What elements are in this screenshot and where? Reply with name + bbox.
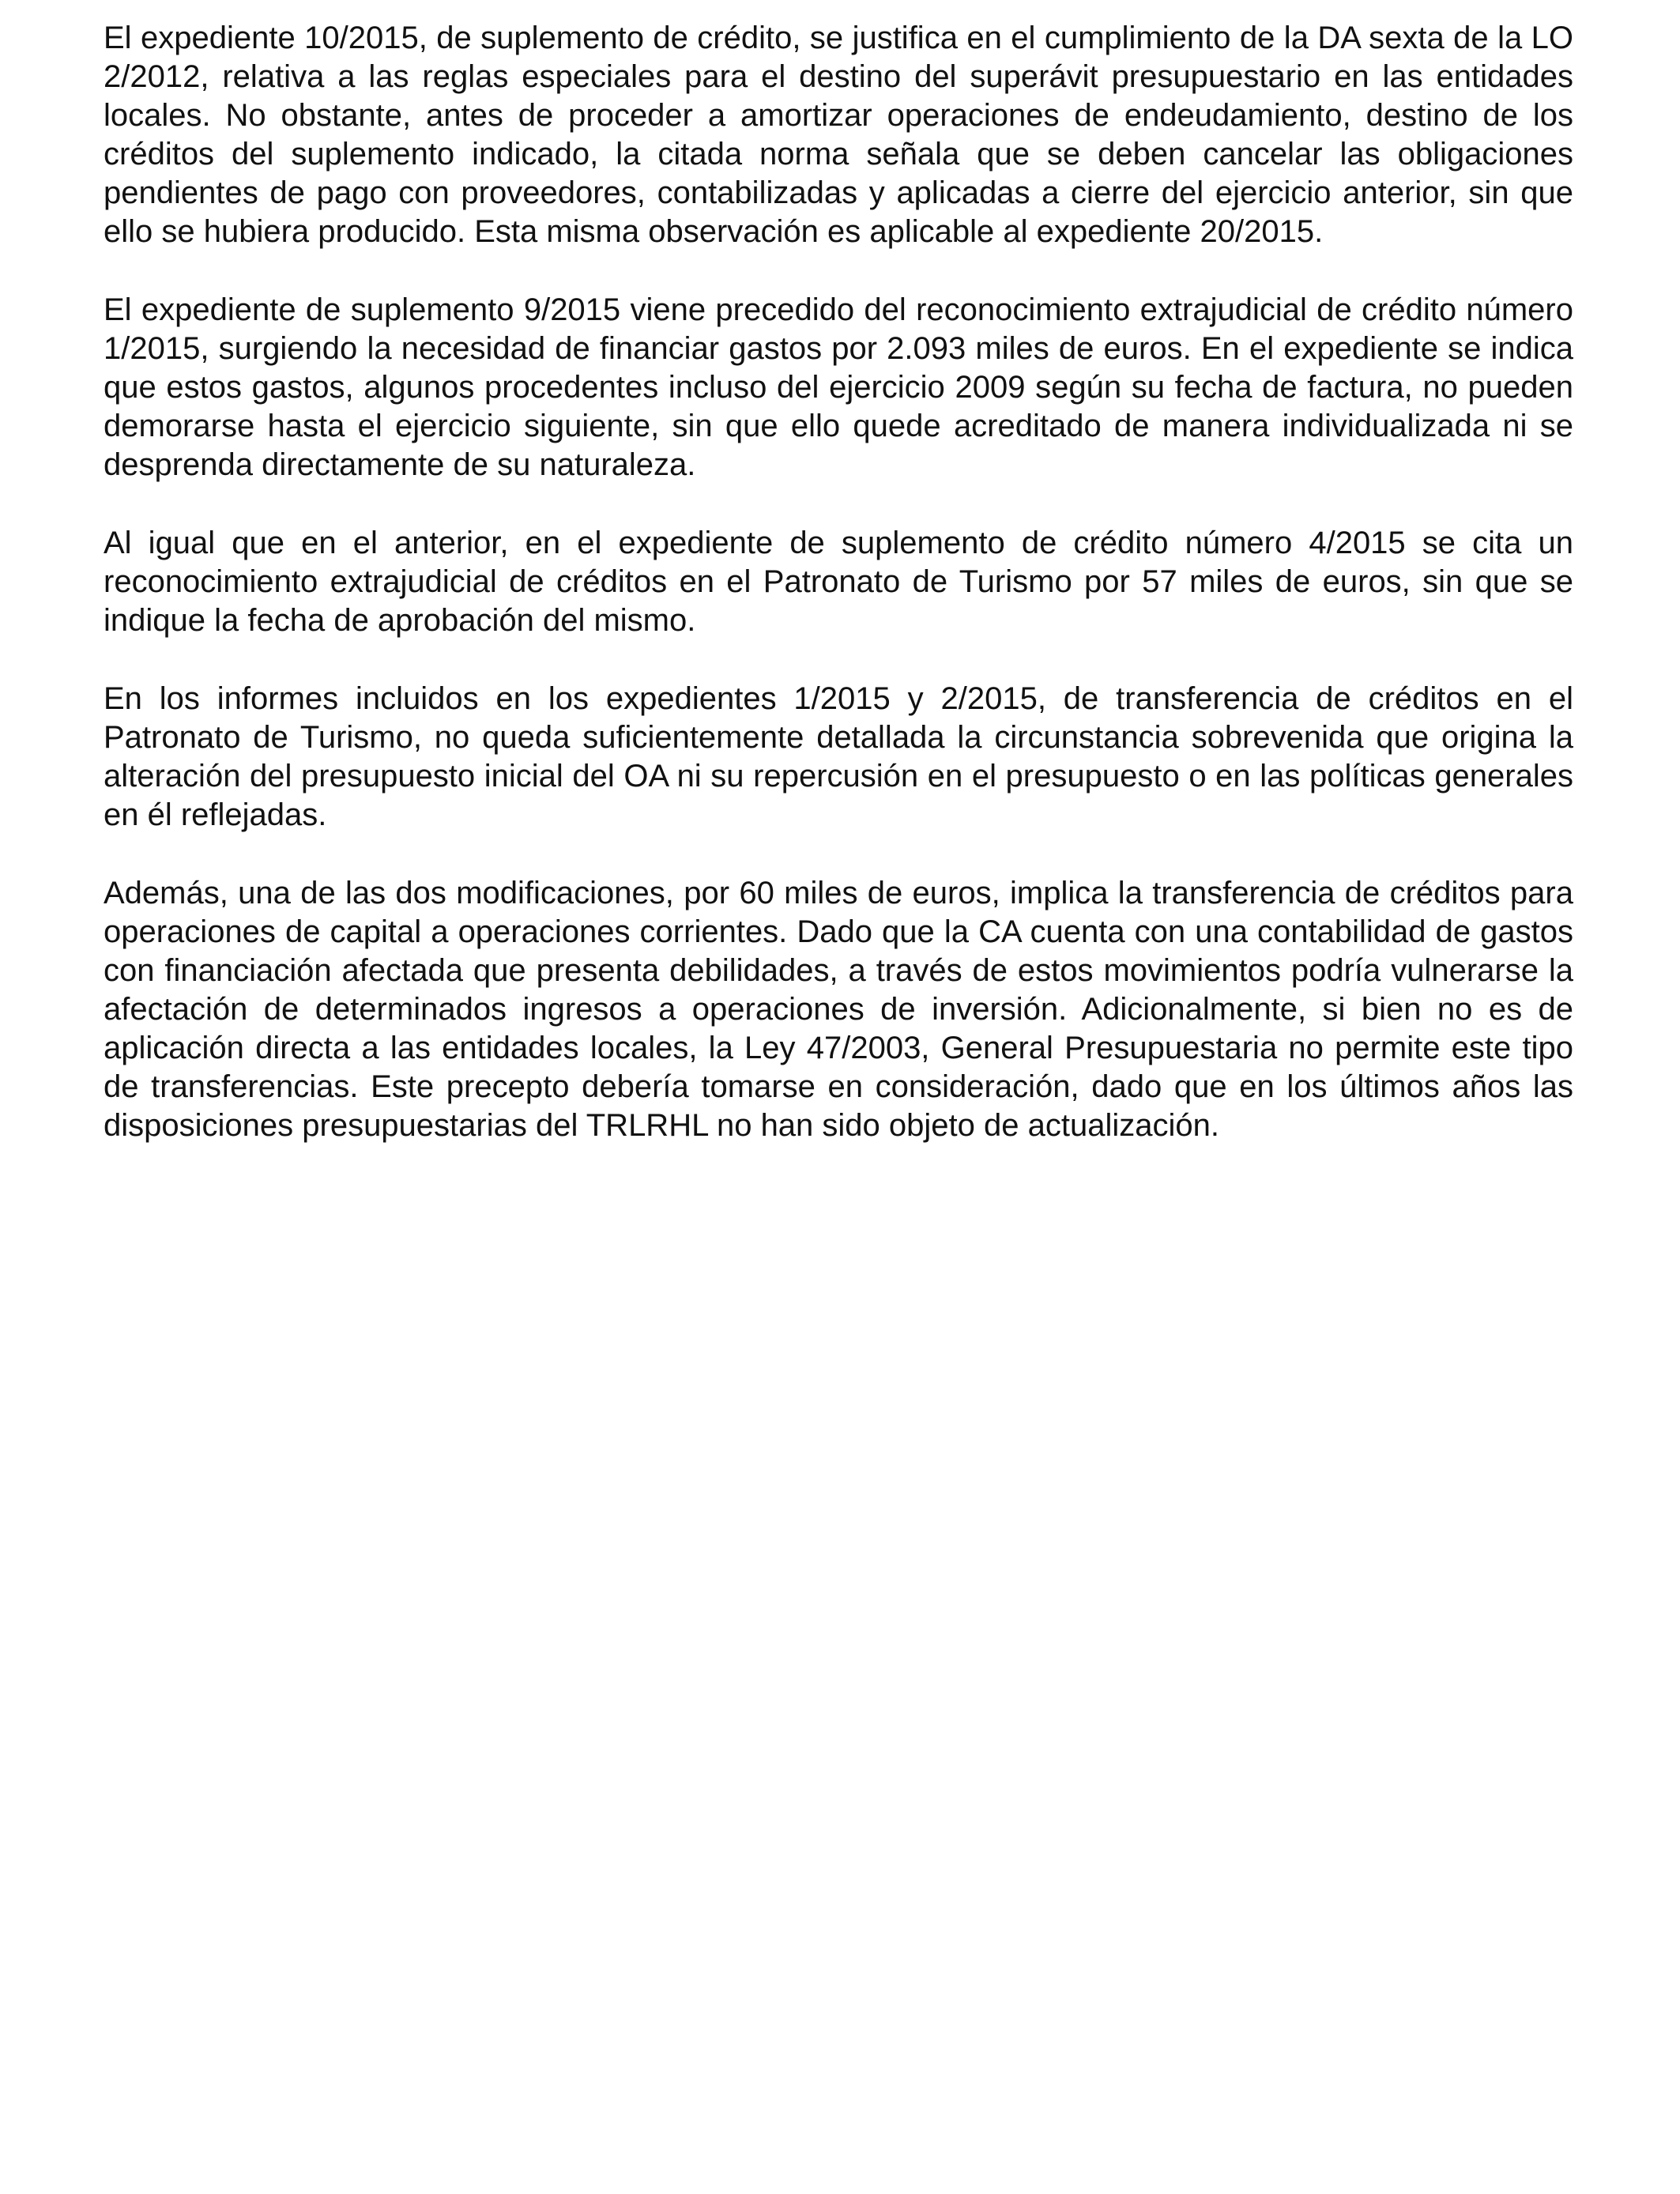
paragraph-expediente-4-2015: Al igual que en el anterior, en el expediente de suplemento de crédito número 4/2015 se cita un reconocimiento extrajudicial de créditos en el Patronato de Turismo por 57 miles de euros, sin que se indique la fecha de aprobación del mismo. bbox=[104, 526, 1573, 638]
document-body bbox=[104, 19, 1573, 1185]
paragraph-transferencia-patronato: En los informes incluidos en los expedientes 1/2015 y 2/2015, de transferencia de créditos en el Patronato de Turismo, no queda suficientemente detallada la circunstancia sobrevenida que origina la alteración del presupuesto inicial del OA ni su repercusión en el presupuesto o en las políticas generales en él reflejadas. bbox=[104, 681, 1573, 832]
paragraph-expediente-9-2015: El expediente de suplemento 9/2015 viene precedido del reconocimiento extrajudicial de crédito número 1/2015, surgiendo la necesidad de financiar gastos por 2.093 miles de euros. En el expediente se indica que estos gastos, algunos procedentes incluso del ejercicio 2009 según su fecha de factura, no pueden demorarse hasta el ejercicio siguiente, sin que ello quede acreditado de manera individualizada ni se desprenda directamente de su naturaleza. bbox=[104, 292, 1573, 482]
paragraph-expediente-10-2015: El expediente 10/2015, de suplemento de crédito, se justifica en el cumplimiento de la DA sexta de la LO 2/2012, relativa a las reglas especiales para el destino del superávit presupuestario en las entidades locales. No obstante, antes de proceder a amortizar operaciones de endeudamiento, destino de los créditos del suplemento indicado, la citada norma señala que se deben cancelar las obligaciones pendientes de pago con proveedores, contabilizadas y aplicadas a cierre del ejercicio anterior, sin que ello se hubiera producido. Esta misma observación es aplicable al expediente 20/2015. bbox=[104, 21, 1573, 249]
paragraph-modificaciones-capital: Además, una de las dos modificaciones, por 60 miles de euros, implica la transferencia de créditos para operaciones de capital a operaciones corrientes. Dado que la CA cuenta con una contabilidad de gastos con financiación afectada que presenta debilidades, a través de estos movimientos podría vulnerarse la afectación de determinados ingresos a operaciones de inversión. Adicionalmente, si bien no es de aplicación directa a las entidades locales, la Ley 47/2003, General Presupuestaria no permite este tipo de transferencias. Este precepto debería tomarse en consideración, dado que en los últimos años las disposiciones presupuestarias del TRLRHL no han sido objeto de actualización. bbox=[104, 876, 1573, 1143]
